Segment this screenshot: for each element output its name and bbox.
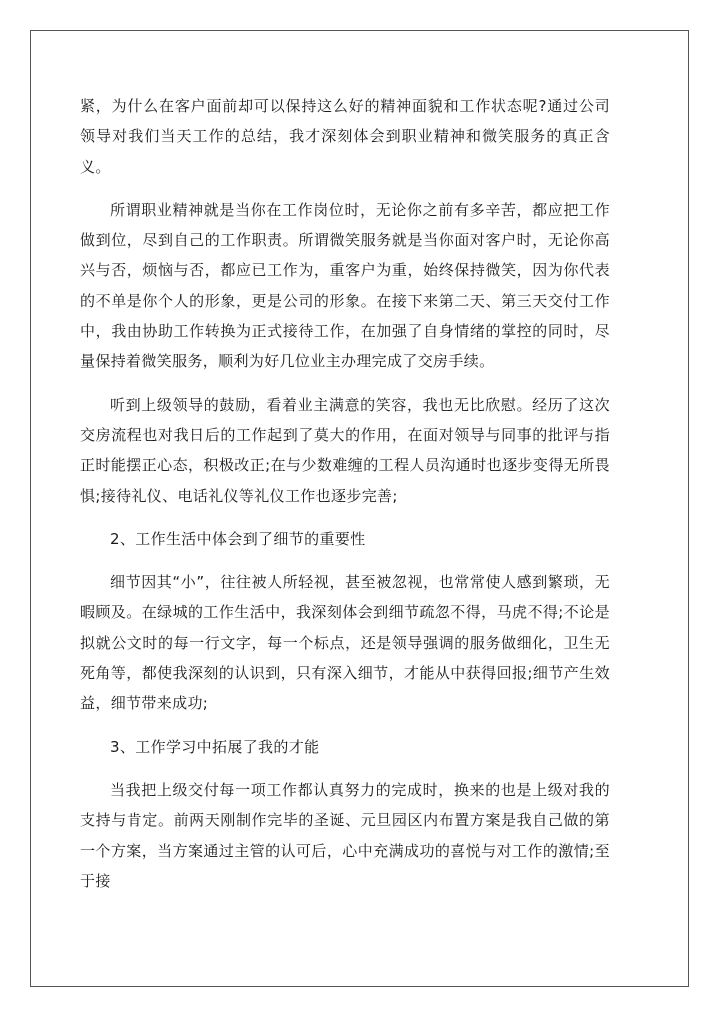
section-heading-details: 2、工作生活中体会到了细节的重要性 — [110, 529, 366, 548]
paragraph-details: 细节因其“小”，往往被人所轻视，甚至被忽视，也常常使人感到繁琐，无暇顾及。在绿城的工作生活中，我深刻体会到细节疏忽不得，马虎不得;不论是拟就公文时的每一行文字，每一个标点，还是领导强调的服务做细化，卫生无死角等，都使我深刻的认识到，只有深入细节，才能从中获得回报;细节产生效益，细节带来成功; — [80, 573, 610, 713]
section-heading-skills: 3、工作学习中拓展了我的才能 — [110, 737, 320, 756]
paragraph-continuation: 紧，为什么在客户面前却可以保持这么好的精神面貌和工作状态呢?通过公司领导对我们当天工作的总结，我才深刻体会到职业精神和微笑服务的真正含义。 — [80, 97, 610, 176]
document-body — [80, 91, 610, 909]
paragraph-encouragement: 听到上级领导的鼓励，看着业主满意的笑容，我也无比欣慰。经历了这次交房流程也对我日后的工作起到了莫大的作用，在面对领导与同事的批评与指正时能摆正心态，积极改正;在与少数难缠的工程人员沟通时也逐步变得无所畏惧;接待礼仪、电话礼仪等礼仪工作也逐步完善; — [80, 395, 610, 505]
paragraph-professional-spirit: 所谓职业精神就是当你在工作岗位时，无论你之前有多辛苦，都应把工作做到位，尽到自己的工作职责。所谓微笑服务就是当你面对客户时，无论你高兴与否，烦恼与否，都应已工作为，重客户为重，始终保持微笑，因为你代表的不单是你个人的形象，更是公司的形象。在接下来第二天、第三天交付工作中，我由协助工作转换为正式接待工作，在加强了自身情绪的掌控的同时，尽量保持着微笑服务，顺利为好几位业主办理完成了交房手续。 — [80, 200, 610, 371]
paragraph-skills: 当我把上级交付每一项工作都认真努力的完成时，换来的也是上级对我的支持与肯定。前两天刚制作完毕的圣诞、元旦园区内布置方案是我自己做的第一个方案，当方案通过主管的认可后，心中充满成功的喜悦与对工作的激情;至于接 — [80, 780, 610, 890]
